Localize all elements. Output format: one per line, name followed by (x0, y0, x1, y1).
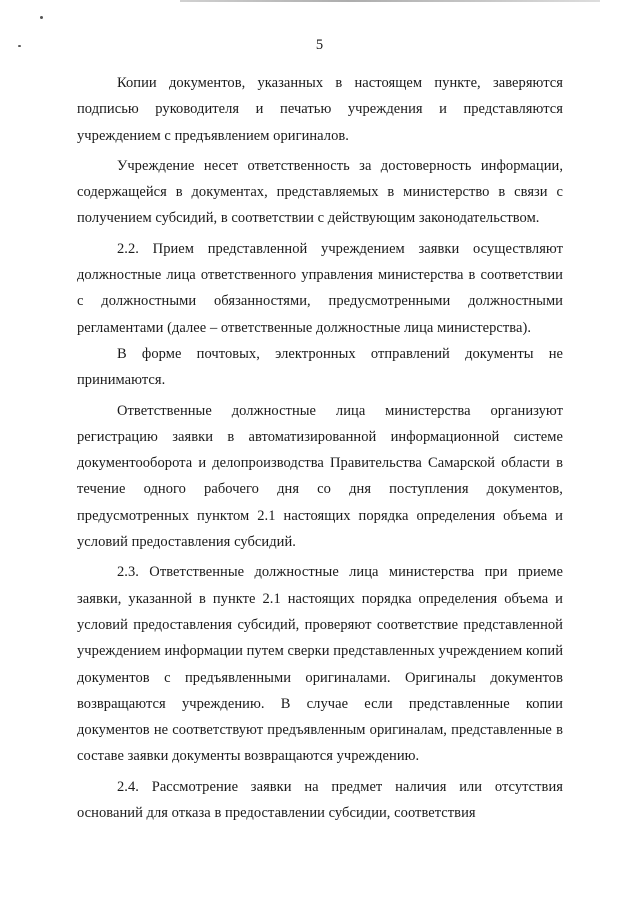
paragraph-institution-responsibility: Учреждение несет ответственность за достоверность информации, содержащейся в документах, представляемых в министерство в связи с получением субсидий, в соответствии с действующим законодательством. (77, 157, 563, 227)
scan-speck (40, 16, 43, 19)
document-body (77, 70, 563, 830)
paragraph-postal-not-accepted: В форме почтовых, электронных отправлений документы не принимаются. (77, 345, 563, 389)
scan-edge (180, 0, 600, 2)
paragraph-2-4-review: 2.4. Рассмотрение заявки на предмет наличия или отсутствия оснований для отказа в предоставлении субсидии, соответствия (77, 778, 563, 822)
paragraph-2-2-application-acceptance: 2.2. Прием представленной учреждением заявки осуществляют должностные лица ответственного управления министерства в соответствии с должностными обязанностями, предусмотренными должностными регламентами (далее – ответственные должностные лица министерства). (77, 240, 563, 336)
paragraph-2-3-verification: 2.3. Ответственные должностные лица министерства при приеме заявки, указанной в пункте 2.1 настоящих порядка определения объема и условий предоставления субсидий, проверяют соответствие представленной учреждением информации путем сверки представленных учреждением копий документов с предъявленными оригиналами. Оригиналы документов возвращаются учреждению. В случае если представленные копии документов не соответствуют предъявленным оригиналам, представленные в составе заявки документы возвращаются учреждению. (77, 564, 563, 765)
paragraph-registration: Ответственные должностные лица министерства организуют регистрацию заявки в автоматизированной информационной системе документооборота и делопроизводства Правительства Самарской области в течение одного рабочего дня со дня поступления документов, предусмотренных пунктом 2.1 настоящих порядка определения объема и условий предоставления субсидий. (77, 402, 563, 551)
page-number: 5 (315, 37, 324, 53)
paragraph-copies-certification: Копии документов, указанных в настоящем пункте, заверяются подписью руководителя и печатью учреждения и представляются учреждением с предъявлением оригиналов. (77, 75, 563, 144)
